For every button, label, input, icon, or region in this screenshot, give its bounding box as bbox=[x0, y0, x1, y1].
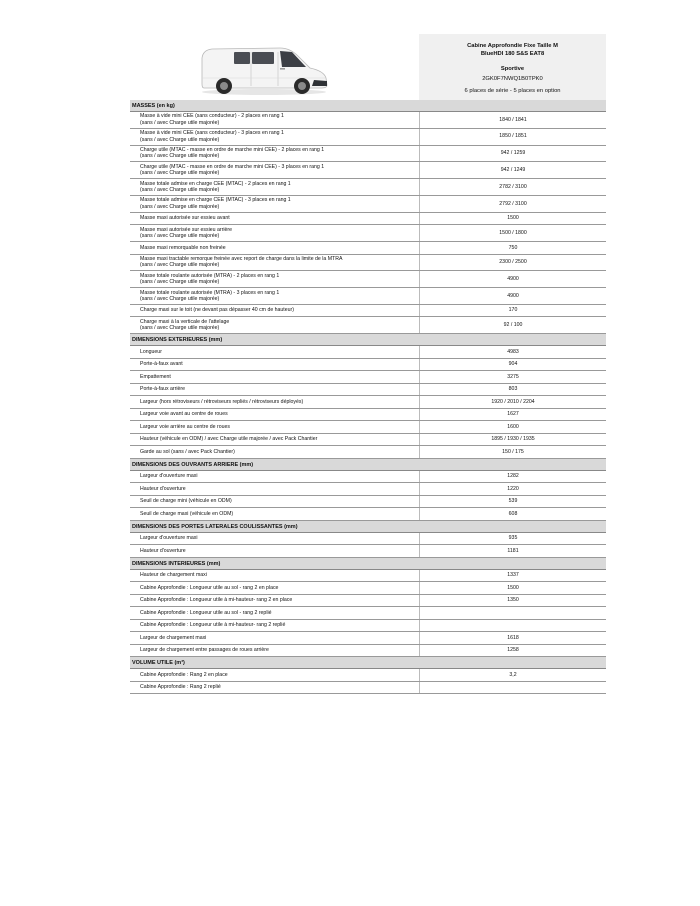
spec-label-cell bbox=[130, 242, 419, 254]
spec-row bbox=[130, 496, 606, 509]
spec-label: Masse totale admise en charge CEE (MTAC) - 2 places en rang 1 bbox=[140, 180, 291, 187]
spec-label-cell bbox=[130, 508, 419, 520]
spec-label-cell bbox=[130, 471, 419, 483]
spec-label: Longueur bbox=[140, 348, 162, 355]
section-header: VOLUME UTILE (m³) bbox=[130, 657, 606, 669]
spec-value: 4983 bbox=[419, 346, 606, 358]
spec-row bbox=[130, 409, 606, 422]
spec-label: Cabine Approfondie : Longueur utile au sol - rang 2 en place bbox=[140, 584, 279, 591]
spec-label: Masse maxi remorquable non freinée bbox=[140, 244, 226, 251]
spec-value: 1258 bbox=[419, 645, 606, 657]
spec-label: Cabine Approfondie : Longueur utile au sol - rang 2 replié bbox=[140, 609, 272, 616]
spec-row bbox=[130, 471, 606, 484]
spec-label: Hauteur de chargement maxi bbox=[140, 572, 207, 579]
spec-value: 539 bbox=[419, 496, 606, 508]
spec-label: Cabine Approfondie : Rang 2 en place bbox=[140, 671, 228, 678]
spec-label: Charge maxi sur le toit (ne devant pas dépasser 40 cm de hauteur) bbox=[140, 307, 294, 314]
spec-label-cell bbox=[130, 483, 419, 495]
spec-label-cell bbox=[130, 271, 419, 287]
spec-sublabel: (sans / avec Charge utile majorée) bbox=[140, 187, 220, 194]
spec-row bbox=[130, 632, 606, 645]
spec-label: Hauteur d'ouverture bbox=[140, 547, 186, 554]
spec-row bbox=[130, 545, 606, 558]
spec-label: Largeur de chargement entre passages de roues arrière bbox=[140, 647, 269, 654]
section-header: DIMENSIONS DES PORTES LATERALES COULISSANTES (mm) bbox=[130, 521, 606, 533]
spec-label: Charge maxi à la verticale de l'attelage bbox=[140, 318, 230, 325]
spec-table bbox=[130, 100, 606, 694]
spec-row bbox=[130, 582, 606, 595]
spec-row bbox=[130, 317, 606, 334]
spec-value: 1840 / 1841 bbox=[419, 112, 606, 128]
spec-label-cell bbox=[130, 213, 419, 225]
spec-label-cell bbox=[130, 620, 419, 632]
spec-label: Charge utile (MTAC - masse en ordre de marche mini CEE) - 3 places en rang 1 bbox=[140, 163, 325, 170]
spec-label-cell bbox=[130, 196, 419, 212]
spec-label: Masse maxi autorisée sur essieu avant bbox=[140, 215, 230, 222]
spec-value: 3,2 bbox=[419, 669, 606, 681]
spec-value: 2300 / 2500 bbox=[419, 255, 606, 271]
spec-sublabel: (sans / avec Charge utile majorée) bbox=[140, 153, 220, 160]
spec-row bbox=[130, 271, 606, 288]
section-header: MASSES (en kg) bbox=[130, 100, 606, 112]
spec-value: 942 / 1259 bbox=[419, 146, 606, 162]
spec-row bbox=[130, 242, 606, 255]
model-seats: 6 places de série - 5 places en option bbox=[464, 88, 561, 94]
spec-label: Masse totale roulante autorisée (MTRA) - 2 places en rang 1 bbox=[140, 272, 280, 279]
spec-label: Masse à vide mini CEE (sans conducteur) - 2 places en rang 1 bbox=[140, 113, 284, 120]
spec-row bbox=[130, 595, 606, 608]
spec-value: 1500 bbox=[419, 582, 606, 594]
spec-value: 1500 bbox=[419, 213, 606, 225]
spec-value: 1850 / 1851 bbox=[419, 129, 606, 145]
spec-label-cell bbox=[130, 682, 419, 694]
spec-value: 608 bbox=[419, 508, 606, 520]
spec-row bbox=[130, 682, 606, 695]
spec-label-cell bbox=[130, 288, 419, 304]
spec-row bbox=[130, 213, 606, 226]
spec-value: 935 bbox=[419, 533, 606, 545]
spec-value: 92 / 100 bbox=[419, 317, 606, 333]
spec-sublabel: (sans / avec Charge utile majorée) bbox=[140, 136, 220, 143]
spec-label: Largeur voie arrière au centre de roues bbox=[140, 423, 230, 430]
spec-sublabel: (sans / avec Charge utile majorée) bbox=[140, 325, 220, 332]
spec-label-cell bbox=[130, 179, 419, 195]
spec-value: 2792 / 3100 bbox=[419, 196, 606, 212]
spec-label: Seuil de charge maxi (véhicule en ODM) bbox=[140, 510, 234, 517]
spec-row bbox=[130, 129, 606, 146]
spec-label: Masse maxi autorisée sur essieu arrière bbox=[140, 226, 232, 233]
spec-label-cell bbox=[130, 446, 419, 458]
spec-label: Cabine Approfondie : Longueur utile à mi-hauteur- rang 2 replié bbox=[140, 622, 286, 629]
spec-label: Largeur (hors rétroviseurs / rétroviseurs repliés / rétroviseurs déployés) bbox=[140, 398, 304, 405]
spec-label-cell bbox=[130, 371, 419, 383]
spec-label-cell bbox=[130, 396, 419, 408]
spec-row bbox=[130, 620, 606, 633]
spec-row bbox=[130, 396, 606, 409]
spec-row bbox=[130, 607, 606, 620]
spec-value: 170 bbox=[419, 305, 606, 317]
spec-row bbox=[130, 162, 606, 179]
spec-row bbox=[130, 196, 606, 213]
spec-row bbox=[130, 305, 606, 318]
spec-value: 750 bbox=[419, 242, 606, 254]
spec-label-cell bbox=[130, 533, 419, 545]
spec-sublabel: (sans / avec Charge utile majorée) bbox=[140, 119, 220, 126]
spec-label: Hauteur d'ouverture bbox=[140, 485, 186, 492]
spec-label: Empattement bbox=[140, 373, 171, 380]
spec-row bbox=[130, 146, 606, 163]
spec-label-cell bbox=[130, 305, 419, 317]
spec-row bbox=[130, 371, 606, 384]
spec-row bbox=[130, 533, 606, 546]
spec-label: Largeur d'ouverture maxi bbox=[140, 473, 198, 480]
spec-value: 4900 bbox=[419, 271, 606, 287]
spec-value: 942 / 1249 bbox=[419, 162, 606, 178]
model-info-box bbox=[419, 34, 606, 100]
spec-row bbox=[130, 508, 606, 521]
spec-row bbox=[130, 434, 606, 447]
spec-row bbox=[130, 255, 606, 272]
spec-label: Charge utile (MTAC - masse en ordre de marche mini CEE) - 2 places en rang 1 bbox=[140, 146, 325, 153]
spec-row bbox=[130, 384, 606, 397]
spec-row bbox=[130, 288, 606, 305]
spec-label-cell bbox=[130, 582, 419, 594]
section-header: DIMENSIONS EXTERIEURES (mm) bbox=[130, 334, 606, 346]
spec-sublabel: (sans / avec Charge utile majorée) bbox=[140, 170, 220, 177]
spec-label: Largeur de chargement maxi bbox=[140, 634, 207, 641]
spec-label-cell bbox=[130, 421, 419, 433]
spec-label: Porte-à-faux avant bbox=[140, 361, 183, 368]
spec-row bbox=[130, 645, 606, 658]
spec-row bbox=[130, 359, 606, 372]
spec-label-cell bbox=[130, 607, 419, 619]
van-image bbox=[194, 40, 334, 96]
spec-value: 1600 bbox=[419, 421, 606, 433]
spec-label: Hauteur (véhicule en ODM) / avec Charge utile majorée / avec Pack Chantier bbox=[140, 436, 318, 443]
spec-row bbox=[130, 570, 606, 583]
spec-value: 1920 / 2010 / 2204 bbox=[419, 396, 606, 408]
spec-label: Largeur voie avant au centre de roues bbox=[140, 411, 228, 418]
spec-value: 1282 bbox=[419, 471, 606, 483]
spec-label-cell bbox=[130, 146, 419, 162]
spec-row bbox=[130, 346, 606, 359]
spec-label: Cabine Approfondie : Longueur utile à mi-hauteur- rang 2 en place bbox=[140, 597, 293, 604]
spec-label-cell bbox=[130, 595, 419, 607]
spec-value: 1500 / 1800 bbox=[419, 225, 606, 241]
spec-label: Masse totale admise en charge CEE (MTAC) - 3 places en rang 1 bbox=[140, 197, 291, 204]
spec-value bbox=[419, 620, 606, 632]
spec-row bbox=[130, 446, 606, 459]
section-header: DIMENSIONS DES OUVRANTS ARRIERE (mm) bbox=[130, 459, 606, 471]
spec-value: 1181 bbox=[419, 545, 606, 557]
spec-label-cell bbox=[130, 317, 419, 333]
spec-label-cell bbox=[130, 162, 419, 178]
spec-label-cell bbox=[130, 545, 419, 557]
spec-label: Seuil de charge mini (véhicule en ODM) bbox=[140, 498, 232, 505]
spec-sublabel: (sans / avec Charge utile majorée) bbox=[140, 233, 220, 240]
spec-label-cell bbox=[130, 496, 419, 508]
model-finish: Sportive bbox=[500, 66, 525, 72]
spec-label-cell bbox=[130, 632, 419, 644]
spec-row bbox=[130, 225, 606, 242]
spec-value: 3275 bbox=[419, 371, 606, 383]
model-title: Cabine Approfondie Fixe Taille M bbox=[467, 43, 558, 49]
spec-label-cell bbox=[130, 384, 419, 396]
spec-label-cell bbox=[130, 669, 419, 681]
spec-label: Masse totale roulante autorisée (MTRA) - 3 places en rang 1 bbox=[140, 289, 280, 296]
spec-value: 4900 bbox=[419, 288, 606, 304]
spec-label-cell bbox=[130, 359, 419, 371]
section-header: DIMENSIONS INTERIEURES (mm) bbox=[130, 558, 606, 570]
spec-label-cell bbox=[130, 409, 419, 421]
spec-label: Garde au sol (sans / avec Pack Chantier) bbox=[140, 448, 235, 455]
spec-value bbox=[419, 607, 606, 619]
spec-sublabel: (sans / avec Charge utile majorée) bbox=[140, 279, 220, 286]
spec-value: 1337 bbox=[419, 570, 606, 582]
spec-sublabel: (sans / avec Charge utile majorée) bbox=[140, 296, 220, 303]
spec-sublabel: (sans / avec Charge utile majorée) bbox=[140, 203, 220, 210]
spec-value: 150 / 175 bbox=[419, 446, 606, 458]
spec-value: 1618 bbox=[419, 632, 606, 644]
spec-label: Cabine Approfondie : Rang 2 replié bbox=[140, 684, 221, 691]
spec-label-cell bbox=[130, 346, 419, 358]
spec-row bbox=[130, 421, 606, 434]
spec-label: Masse maxi tractable remorque freinée avec report de charge dans la limite de la MTRA bbox=[140, 255, 343, 262]
document-header bbox=[130, 34, 606, 100]
spec-row bbox=[130, 112, 606, 129]
spec-label: Masse à vide mini CEE (sans conducteur) - 3 places en rang 1 bbox=[140, 130, 284, 137]
spec-value: 1350 bbox=[419, 595, 606, 607]
spec-row bbox=[130, 483, 606, 496]
spec-value: 2782 / 3100 bbox=[419, 179, 606, 195]
spec-value: 803 bbox=[419, 384, 606, 396]
spec-value bbox=[419, 682, 606, 694]
spec-value: 1627 bbox=[419, 409, 606, 421]
spec-value: 1895 / 1930 / 1935 bbox=[419, 434, 606, 446]
model-code: 2GK0F7NWQ1B0TPK0 bbox=[482, 76, 543, 82]
spec-label-cell bbox=[130, 434, 419, 446]
spec-sublabel: (sans / avec Charge utile majorée) bbox=[140, 262, 220, 269]
model-engine: BlueHDI 180 S&S EAT8 bbox=[480, 51, 545, 57]
spec-row bbox=[130, 179, 606, 196]
spec-label-cell bbox=[130, 645, 419, 657]
spec-label-cell bbox=[130, 570, 419, 582]
spec-label: Porte-à-faux arrière bbox=[140, 386, 185, 393]
spec-row bbox=[130, 669, 606, 682]
spec-label: Largeur d'ouverture maxi bbox=[140, 535, 198, 542]
spec-label-cell bbox=[130, 255, 419, 271]
spec-value: 1220 bbox=[419, 483, 606, 495]
spec-label-cell bbox=[130, 225, 419, 241]
spec-value: 904 bbox=[419, 359, 606, 371]
spec-label-cell bbox=[130, 112, 419, 128]
spec-label-cell bbox=[130, 129, 419, 145]
